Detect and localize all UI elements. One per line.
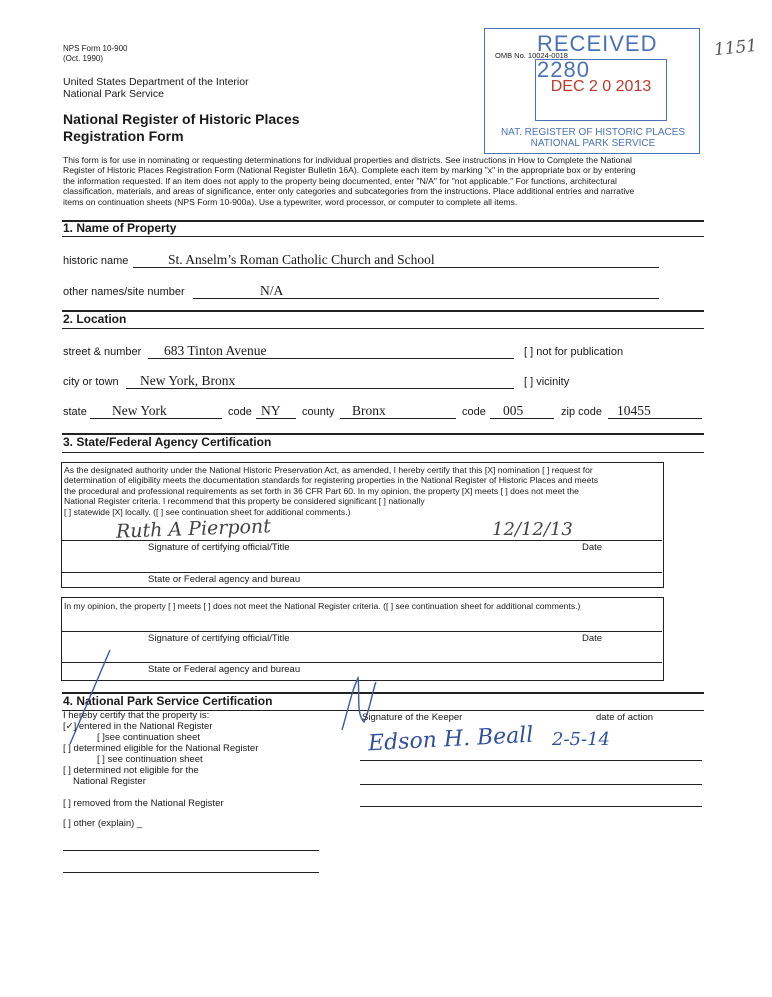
cert-line-3: the procedural and professional requirements as set forth in 36 CFR Part 60. In my opinion, the property [X] meets [ ] does not meet the — [64, 485, 579, 496]
not-eligible-label-2: National Register — [73, 776, 146, 787]
section1-heading: 1. Name of Property — [63, 221, 177, 235]
form-subtitle: Registration Form — [63, 128, 184, 144]
cert-line-1: As the designated authority under the National Historic Preservation Act, as amended, I hereby certify that this [X] nomination [ ] request for — [64, 465, 593, 475]
section3-bottom-rule — [62, 452, 704, 453]
intro-line-5: items on continuation sheets (NPS Form 10-900a). Use a typewriter, word processor, or computer to complete all items. — [63, 196, 518, 207]
other-checkbox[interactable]: [ ] other (explain) _ — [63, 818, 143, 829]
eligible-checkbox[interactable]: [ ] determined eligible for the National Register — [63, 743, 259, 754]
street-label: street & number — [63, 346, 142, 358]
not-eligible-checkbox[interactable]: [ ] determined not eligible for the — [63, 765, 199, 776]
received-stamp — [484, 28, 700, 154]
intro-line-2: Register of Historic Places Registration Form (National Register Bulletin 16A). Complete each item by marking "x" in the appropriate box or by entering — [63, 165, 636, 176]
eligible-continuation-checkbox[interactable]: [ ] see continuation sheet — [97, 754, 203, 765]
stamp-date-box — [535, 59, 667, 121]
certify-statement: I hereby certify that the property is: — [63, 710, 210, 721]
section2-bottom-rule — [62, 328, 704, 329]
state-certification-box — [61, 462, 664, 588]
other-names-value[interactable]: N/A — [260, 283, 284, 298]
signature-label-2: Signature of certifying official/Title — [148, 633, 290, 644]
nps-checklist — [63, 710, 258, 829]
historic-name-label: historic name — [63, 255, 129, 267]
date-of-action-label: date of action — [596, 712, 654, 723]
county-label: county — [302, 406, 335, 418]
form-number: NPS Form 10-900 — [63, 44, 128, 53]
keeper-signature-label: Signature of the Keeper — [362, 712, 463, 723]
bureau-line-2 — [62, 662, 662, 663]
service-name: National Park Service — [63, 88, 164, 100]
county-code-value[interactable]: 005 — [503, 403, 524, 418]
cert-line-5: [ ] statewide [X] locally. ([ ] see continuation sheet for additional comments.) — [64, 506, 351, 517]
stamp-line2: NATIONAL PARK SERVICE — [530, 138, 656, 149]
section2-top-rule — [62, 310, 704, 312]
opinion-box — [61, 597, 664, 681]
cert-line-4: National Register criteria. I recommend that this property be considered significant [ ] nationally — [64, 496, 425, 507]
section1-bottom-rule — [62, 236, 704, 237]
county-value[interactable]: Bronx — [352, 403, 386, 418]
keeper-signature[interactable]: Edson H. Beall — [367, 722, 534, 757]
handwritten-initials-mark — [334, 670, 384, 740]
date-of-action-value[interactable]: 2-5-14 — [552, 729, 610, 750]
state-label: state — [63, 406, 87, 418]
bureau-line — [62, 572, 662, 573]
date-label-2: Date — [582, 633, 603, 644]
omb-number: OMB No. 10024-0018 — [495, 51, 568, 60]
keeper-line-2 — [360, 784, 702, 785]
form-title: National Register of Historic Places — [63, 111, 300, 127]
section2-heading: 2. Location — [63, 312, 127, 326]
removed-checkbox[interactable]: [ ] removed from the National Register — [63, 798, 224, 809]
intro-line-3: the information requested. If an item does not apply to the property being documented, enter "N/A" for "not applicable." For functions, architectural — [63, 175, 617, 186]
cert-line-2: determination of eligibility meets the documentation standards for registering properties in the National Register of Historic Places and meets — [64, 475, 599, 486]
entered-continuation-checkbox[interactable]: [ ]see continuation sheet — [97, 732, 200, 743]
signature-label: Signature of certifying official/Title — [148, 542, 290, 553]
not-for-publication-checkbox[interactable]: [ ] not for publication — [524, 346, 624, 358]
intro-paragraph — [63, 155, 708, 207]
stamp-date: DEC 2 0 2013 — [550, 78, 652, 95]
entered-checkbox[interactable]: [✓] entered in the National Register — [63, 721, 213, 732]
historic-name-value[interactable]: St. Anselm’s Roman Catholic Church and School — [168, 252, 435, 267]
certifying-date[interactable]: 12/12/13 — [492, 519, 573, 540]
page-mark: 1151 — [713, 35, 759, 61]
other-explain-line-1 — [63, 850, 319, 851]
stamp-received: RECEIVED 2280 — [537, 31, 658, 82]
signature-line — [62, 540, 662, 541]
keeper-line-3 — [360, 806, 702, 807]
bureau-label: State or Federal agency and bureau — [148, 574, 301, 585]
form-date: (Oct. 1990) — [63, 54, 104, 63]
department-name: United States Department of the Interior — [63, 76, 249, 88]
certification-text — [64, 465, 662, 517]
other-explain-line-2 — [63, 872, 319, 873]
opinion-text: In my opinion, the property [ ] meets [ ] does not meet the National Register criteria. ([ ] see continuation sheet for additional comments.) — [64, 601, 581, 611]
state-code-value[interactable]: NY — [261, 403, 281, 418]
section3-heading: 3. State/Federal Agency Certification — [63, 435, 272, 449]
vicinity-checkbox[interactable]: [ ] vicinity — [524, 376, 570, 388]
state-value[interactable]: New York — [112, 403, 167, 418]
stamp-line1: NAT. REGISTER OF HISTORIC PLACES — [500, 127, 686, 138]
street-value[interactable]: 683 Tinton Avenue — [164, 343, 267, 358]
county-code-label: code — [462, 406, 486, 418]
city-label: city or town — [63, 376, 119, 388]
other-names-label: other names/site number — [63, 286, 185, 298]
bureau-label-2: State or Federal agency and bureau — [148, 664, 301, 675]
city-value[interactable]: New York, Bronx — [140, 373, 236, 388]
intro-line-1: This form is for use in nominating or requesting determinations for individual properties and districts. See instructions in How to Complete the National — [63, 155, 632, 165]
date-label: Date — [582, 542, 603, 553]
zip-value[interactable]: 10455 — [617, 403, 651, 418]
intro-line-4: classification, materials, and areas of significance, enter only categories and subcategories from the instructions. Place additional entries and narrative — [63, 186, 635, 197]
keeper-line-1 — [360, 760, 702, 761]
section4-heading: 4. National Park Service Certification — [63, 694, 273, 708]
certifying-signature[interactable]: Ruth A Pierpont — [115, 515, 272, 543]
state-code-label: code — [228, 406, 252, 418]
signature-line-2 — [62, 631, 662, 632]
zip-label: zip code — [561, 406, 602, 418]
